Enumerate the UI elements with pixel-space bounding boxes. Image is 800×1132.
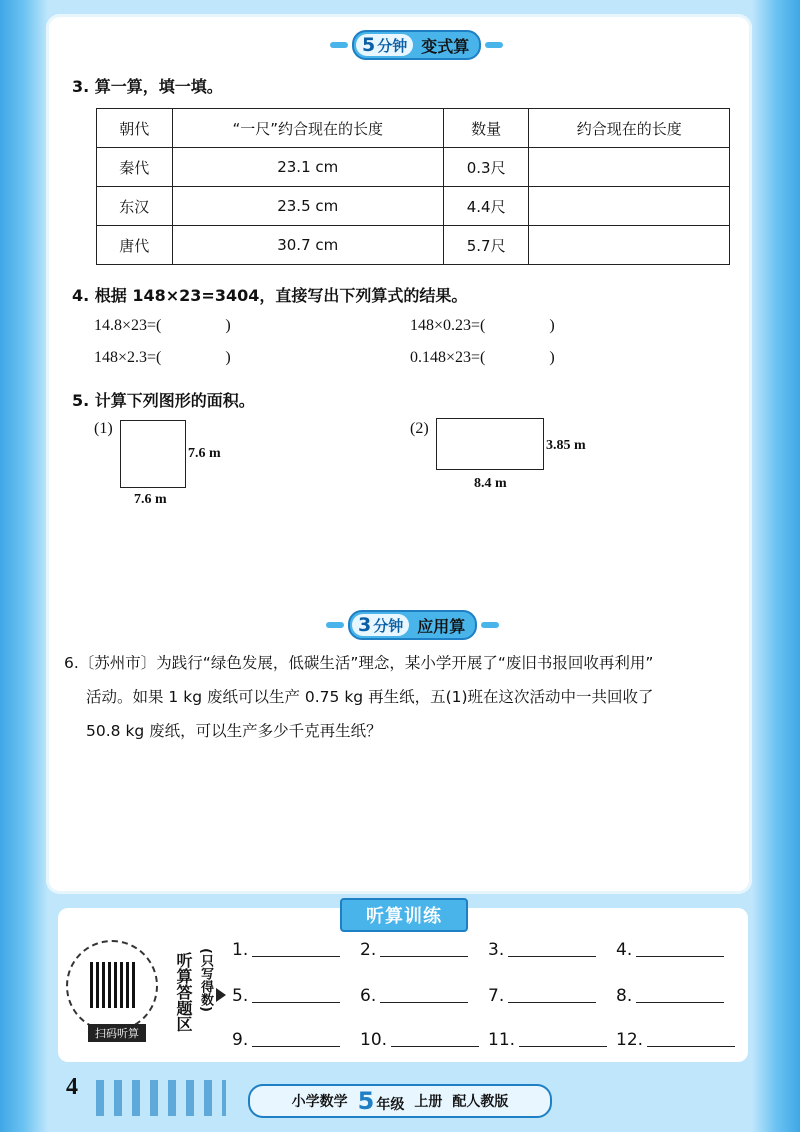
table-cell: 东汉 <box>97 187 173 226</box>
table-header <box>97 109 730 148</box>
table-cell[interactable] <box>529 226 730 265</box>
answer-line[interactable] <box>252 956 340 957</box>
table-header-cell: 数量 <box>443 109 529 148</box>
answer-blank[interactable]: 8. <box>616 986 724 1006</box>
question-4-title: 4. 根据 148×23=3404，直接写出下列算式的结果。 <box>72 286 468 305</box>
question-3-title: 3. 算一算，填一填。 <box>72 77 223 96</box>
table-cell: 秦代 <box>97 148 173 187</box>
answer-blank[interactable]: 12. <box>616 1030 735 1050</box>
table-cell[interactable] <box>529 148 730 187</box>
page-number: 4 <box>66 1074 78 1100</box>
table-header-cell: 朝代 <box>97 109 173 148</box>
banner-title: 变式算 <box>421 36 470 56</box>
table-header-cell: 约合现在的长度 <box>529 109 730 148</box>
answer-line[interactable] <box>508 956 596 957</box>
q4-item-2: 148×0.23=( ) <box>410 317 555 334</box>
answer-blank[interactable]: 4. <box>616 940 724 960</box>
answer-blank[interactable]: 6. <box>360 986 468 1006</box>
fig1-label: (1) <box>94 420 113 437</box>
dynasty-table <box>96 108 730 265</box>
q4-item-1: 14.8×23=( ) <box>94 317 231 334</box>
rectangle-figure <box>436 418 544 470</box>
answer-line[interactable] <box>519 1046 607 1047</box>
answer-line[interactable] <box>636 956 724 957</box>
table-cell: 唐代 <box>97 226 173 265</box>
answer-blank[interactable]: 11. <box>488 1030 607 1050</box>
section-banner-variant: 5 分钟 变式算 <box>326 30 507 60</box>
table-cell: 23.5 cm <box>172 187 443 226</box>
answer-line[interactable] <box>508 1002 596 1003</box>
table-header-cell: “一尺”约合现在的长度 <box>172 109 443 148</box>
answer-blank[interactable]: 10. <box>360 1030 479 1050</box>
fig2-side: 3.85 m <box>546 438 586 453</box>
q4-item-4: 0.148×23=( ) <box>410 349 555 366</box>
question-5-title: 5. 计算下列图形的面积。 <box>72 391 255 410</box>
question-6: 6.〔苏州市〕为践行“绿色发展，低碳生活”理念，某小学开展了“废旧书报回收再利用” 活动。如果 1 kg 废纸可以生产 0.75 kg 再生纸，五(1)班在这次活动中一共回收了 50.8 kg 废纸，可以生产多少千克再生纸？ <box>64 654 654 740</box>
fig2-label: (2) <box>410 420 429 437</box>
square-figure <box>120 420 186 488</box>
answer-blank[interactable]: 3. <box>488 940 596 960</box>
answer-zone-note: (只写得数) <box>198 948 213 1012</box>
table-cell: 5.7尺 <box>443 226 529 265</box>
answer-line[interactable] <box>391 1046 479 1047</box>
answer-blank[interactable]: 1. <box>232 940 340 960</box>
decor-stripes <box>96 1080 226 1116</box>
answer-blank[interactable]: 5. <box>232 986 340 1006</box>
table-row <box>97 226 730 265</box>
fig1-side: 7.6 m <box>188 446 221 461</box>
answer-blank[interactable]: 9. <box>232 1030 340 1050</box>
answer-line[interactable] <box>252 1046 340 1047</box>
q4-item-3: 148×2.3=( ) <box>94 349 231 366</box>
answer-blank[interactable]: 7. <box>488 986 596 1006</box>
section-banner-application: 3 分钟 应用算 <box>322 610 503 640</box>
table-cell: 23.1 cm <box>172 148 443 187</box>
table-cell: 0.3尺 <box>443 148 529 187</box>
listening-title: 听算训练 <box>340 898 468 932</box>
table-cell: 30.7 cm <box>172 226 443 265</box>
answer-line[interactable] <box>636 1002 724 1003</box>
answer-blank[interactable]: 2. <box>360 940 468 960</box>
table-cell: 4.4尺 <box>443 187 529 226</box>
answer-zone-label: 听算答题区 <box>174 952 193 1032</box>
answer-line[interactable] <box>252 1002 340 1003</box>
table-cell[interactable] <box>529 187 730 226</box>
qr-code-icon[interactable] <box>90 962 136 1008</box>
table-row <box>97 148 730 187</box>
arrow-icon <box>216 988 226 1002</box>
fig1-bottom: 7.6 m <box>134 492 167 507</box>
table-row <box>97 187 730 226</box>
scan-label: 扫码听算 <box>88 1024 146 1042</box>
footer-badge: 小学数学 5 年级 上册 配人教版 <box>248 1084 552 1118</box>
answer-line[interactable] <box>647 1046 735 1047</box>
answer-line[interactable] <box>380 1002 468 1003</box>
fig2-bottom: 8.4 m <box>474 476 507 491</box>
banner-title: 应用算 <box>417 616 466 636</box>
answer-line[interactable] <box>380 956 468 957</box>
